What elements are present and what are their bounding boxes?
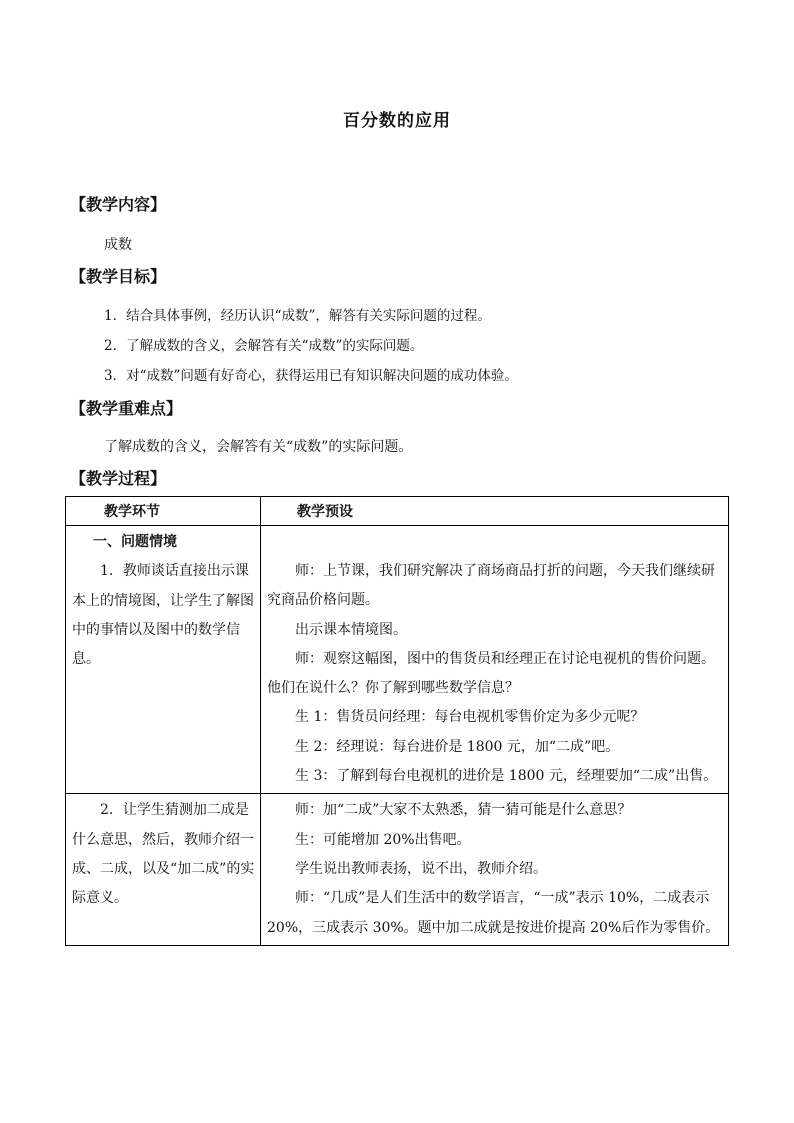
plan-paragraph: 师：“几成”是人们生活中的数学语言，“一成”表示 10%，二成表示 20%，三成表示 30%。题中加二成就是按进价提高 20%后作为零售价。 (267, 890, 720, 936)
plan-paragraph: 出示课本情境图。 (295, 621, 407, 638)
header-plan: 教学预设 (261, 497, 729, 526)
page-title: 百分数的应用 (343, 111, 451, 131)
heading-goals: 【教学目标】 (70, 267, 167, 286)
content-text: 成数 (104, 237, 132, 253)
process-table (65, 496, 729, 946)
plan-paragraph: 生 2：经理说：每台进价是 1800 元，加“二成”吧。 (295, 738, 620, 755)
plan-paragraph: 师：上节课，我们研究解决了商场商品打折的问题，今天我们继续研究商品价格问题。 (267, 563, 715, 609)
goal-item: 1．结合具体事例，经历认识“成数”，解答有关实际问题的过程。 (104, 308, 491, 324)
stage-cell (66, 526, 261, 794)
goal-item: 3．对“成数”问题有好奇心，获得运用已有知识解决问题的成功体验。 (104, 368, 518, 384)
table-row (66, 794, 729, 945)
spacer (267, 528, 724, 557)
key-points-text: 了解成数的含义，会解答有关“成数”的实际问题。 (104, 439, 413, 455)
stage-text: 2．让学生猜测加二成是什么意思，然后，教师介绍一成、二成，以及“加二成”的实际意义。 (72, 802, 255, 907)
stage-text: 1．教师谈话直接出示课本上的情境图，让学生了解图中的事情以及图中的数学信息。 (72, 563, 254, 668)
plan-paragraph: 生 3：了解到每台电视机的进价是 1800 元，经理要加“二成”出售。 (295, 768, 718, 785)
plan-cell (261, 526, 729, 794)
plan-paragraph: 生：可能增加 20%出售吧。 (295, 831, 471, 848)
plan-paragraph: 生 1：售货员问经理：每台电视机零售价定为多少元呢？ (295, 709, 645, 726)
table-header-row (66, 497, 729, 526)
plan-cell (261, 794, 729, 945)
heading-key-points: 【教学重难点】 (70, 399, 183, 418)
stage-section-title: 一、问题情境 (93, 534, 177, 550)
heading-content: 【教学内容】 (70, 195, 167, 214)
plan-paragraph: 师：加“二成”大家不太熟悉，猜一猜可能是什么意思？ (295, 802, 632, 819)
plan-paragraph: 师：观察这幅图，图中的售货员和经理正在讨论电视机的售价问题。他们在说什么？你了解到哪些数学信息？ (267, 650, 715, 697)
header-stage: 教学环节 (66, 497, 261, 526)
plan-paragraph: 学生说出教师表扬，说不出，教师介绍。 (295, 860, 547, 877)
stage-cell (66, 794, 261, 945)
heading-process: 【教学过程】 (70, 469, 167, 488)
goal-item: 2．了解成数的含义，会解答有关“成数”的实际问题。 (104, 338, 424, 354)
table-row (66, 526, 729, 794)
